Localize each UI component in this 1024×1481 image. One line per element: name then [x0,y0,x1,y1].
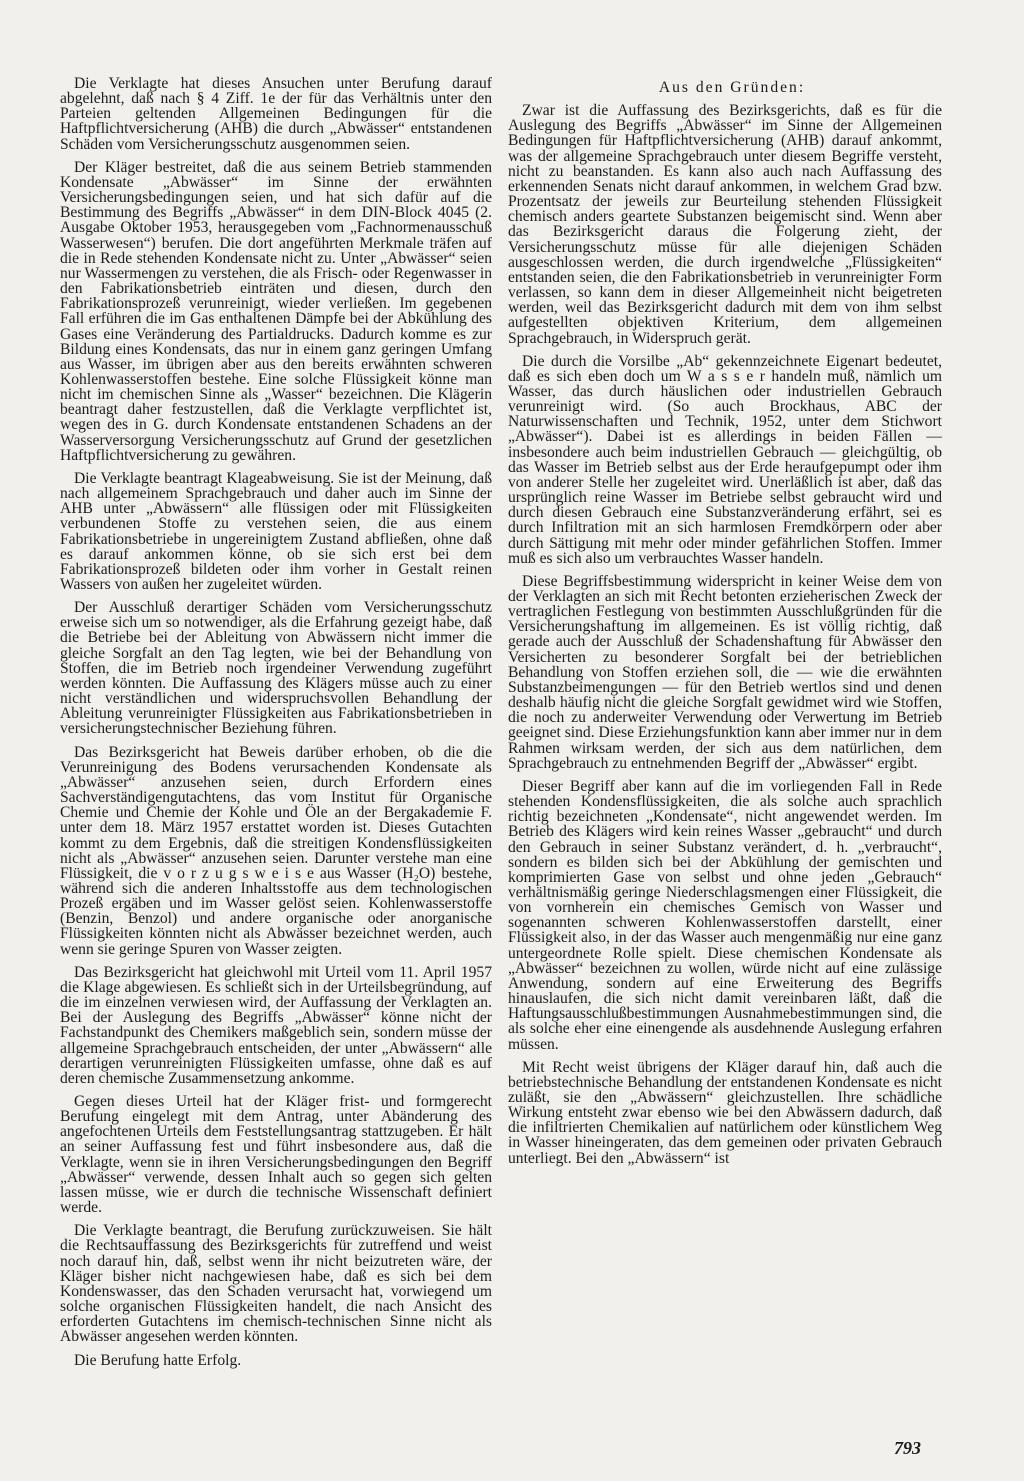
paragraph: Die Verklagte beantragt Klageabweisung. Sie ist der Meinung, daß nach allgemeinem Sprachgebrauch und daher auch im Sinne der AHB unter „Abwässern“ alle flüssigen oder mit Flüssigkeiten verbundenen Stoffe zu verstehen seien, die aus einem Fabrikationsbetriebe in ungereinigtem Zustand abfließen, ohne daß es darauf ankommen könne, ob sie sich erst bei dem Fabrikationsprozeß bildeten oder ihm vorher in Gestalt reinen Wassers von außen her zugeleitet würden. [60,469,492,593]
paragraph: Die Verklagte hat dieses Ansuchen unter Berufung darauf abgelehnt, daß nach § 4 Ziff. 1e der für das Verhältnis unter den Parteien geltenden Allgemeinen Bedingungen für die Haftpflichtversicherung (AHB) die durch „Abwässer“ entstandenen Schäden vom Versicherungsschutz ausgenommen seien. [60,75,492,153]
paragraph: Dieser Begriff aber kann auf die im vorliegenden Fall in Rede stehenden Kondensflüssigkeiten, die als solche auch sprachlich richtig bezeichneten „Kondensate“, nicht angewendet werden. Im Betrieb des Klägers wird kein reines Wasser „gebraucht“ und durch den Gebrauch in seiner Substanz verändert, d. h. „verbraucht“, sondern es bilden sich bei der Abkühlung der gemischten und komprimierten Gase von selbst und ohne jeden „Gebrauch“ verhältnismäßig geringe Niederschlagsmengen einer Flüssigkeit, die von vornherein ein chemisches Gemisch von Wasser und sogenannten schweren Kohlenwasserstoffen darstellt, einer Flüssigkeit also, in der das Wasser auch mengenmäßig nur eine ganz untergeordnete Rolle spielt. Diese chemischen Kondensate als „Abwässer“ bezeichnen zu wollen, würde nicht auf eine zulässige Anwendung, sondern auf eine Erweiterung des Begriffs hinauslaufen, die sich nicht damit vereinbaren läßt, daß die Haftungsausschlußbestimmungen Ausnahmebestimmungen sind, die als solche eher eine einengende als ausdehnende Auslegung erfahren müssen. [508,777,942,1053]
left-column [60,76,492,1376]
page-number: 793 [894,1438,921,1458]
paragraph: Die durch die Vorsilbe „Ab“ gekennzeichnete Eigenart bedeutet, daß es sich eben doch um W a s s e r handeln muß, nämlich um Wasser, das durch häuslichen oder industriellen Gebrauch verunreinigt wird. (So auch Brockhaus, ABC der Naturwissenschaften und Technik, 1952, unter dem Stichwort „Abwässer“). Dabei ist es allerdings in beiden Fällen — insbesondere auch beim industriellen Gebrauch — gleichgültig, ob das Wasser im Betrieb selbst aus der Erde heraufgepumpt oder ihm von anderer Stelle her zugeleitet wird. Unerläßlich ist aber, daß das ursprünglich reine Wasser im Betriebe selbst gebraucht wird und durch diesen Gebrauch eine Substanzveränderung erfährt, sei es durch Infiltration mit an sich harmlosen Fremdkörpern oder aber durch Sättigung mit mehr oder minder gefährlichen Stoffen. Immer muß es sich also um verbrauchtes Wasser handeln. [508,352,942,567]
paragraph: Das Bezirksgericht hat Beweis darüber erhoben, ob die die Verunreinigung des Bodens verursachenden Kondensate als „Abwässer“ anzusehen seien, durch Erfordern eines Sachverständigengutachtens, das vom Institut für Organische Chemie und Chemie der Kohle und Öle an der Bergakademie F. unter dem 18. März 1957 erstattet worden ist. Dieses Gutachten kommt zu dem Ergebnis, daß die streitigen Kondensflüssigkeiten nicht als „Abwässer“ anzusehen seien. Darunter verstehe man eine Flüssigkeit, die v o r z u g s w e i s e aus Wasser (H₂O) bestehe, während sich die anderen Inhaltsstoffe aus dem technologischen Prozeß ergäben und im Wasser gelöst seien. Kohlenwasserstoffe (Benzin, Benzol) und andere organische oder anorganische Flüssigkeiten könnten nicht als Abwässer bezeichnet werden, auch wenn sie geringe Spuren von Wasser zeigten. [60,743,492,958]
paragraph: Die Verklagte beantragt, die Berufung zurückzuweisen. Sie hält die Rechtsauffassung des Bezirksgerichts für zutreffend und weist noch darauf hin, daß, selbst wenn ihr nicht beizutreten wäre, der Kläger bisher nicht nachgewiesen habe, daß es sich bei dem Kondenswasser, das den Schaden verursacht hat, vorwiegend um solche organischen Flüssigkeiten handelt, die nach Ansicht des erforderten Gutachtens im chemisch-technischen Sinne nicht als Abwässer angesehen werden könnten. [60,1222,492,1346]
paragraph: Der Kläger bestreitet, daß die aus seinem Betrieb stammenden Kondensate „Abwässer“ im Sinne der erwähnten Versicherungsbedingungen seien, und hat sich dafür auf die Bestimmung des Begriffs „Abwässer“ in dem DIN-Block 4045 (2. Ausgabe Oktober 1953, herausgegeben vom „Fachnormenausschuß Wasserwesen“) berufen. Die dort angeführten Merkmale träfen auf die in Rede stehenden Kondensate nicht zu. Unter „Abwässer“ seien nur Wassermengen zu verstehen, die als Frisch- oder Regenwasser in den Fabrikationsbetrieb einträten und diesen, durch den Fabrikationsprozeß verunreinigt, wieder verließen. Im gegebenen Fall erführen die im Gas enthaltenen Dämpfe bei der Abkühlung des Gases eine Veränderung des Partialdrucks. Dadurch komme es zur Bildung eines Kondensats, das nur in einem ganz geringen Umfang aus Wasser, im übrigen aber aus den bereits erwähnten schweren Kohlenwasserstoffen bestehe. Eine solche Flüssigkeit könne man nicht im chemischen Sinne als „Wasser“ bezeichnen. Die Klägerin beantragt daher festzustellen, daß die Verklagte verpflichtet ist, wegen des in G. durch Kondensate entstandenen Schadens an der Wasserversorgung Versicherungsschutz auf Grund der gesetzlichen Haftpflichtversicherung zu gewähren. [60,158,492,464]
paragraph: Die Berufung hatte Erfolg. [74,1351,242,1369]
paragraph: Der Ausschluß derartiger Schäden vom Versicherungsschutz erweise sich um so notwendiger, als die Erfahrung gezeigt habe, daß die Betriebe bei der Ableitung von Abwässern nicht immer die gleiche Sorgfalt an den Tag legten, wie bei der Behandlung von Stoffen, die im Betrieb noch irgendeiner Verwendung zugeführt werden könnten. Die Auffassung des Klägers müsse auch zu einer nicht verständlichen und widerspruchsvollen Behandlung der Ableitung verunreinigter Flüssigkeiten aus Fabrikationsbetrieben in versicherungstechnischer Beziehung führen. [60,599,492,738]
paragraph: Zwar ist die Auffassung des Bezirksgerichts, daß es für die Auslegung des Begriffs „Abwässer“ im Sinne der Allgemeinen Bedingungen für Haftpflichtversicherung (AHB) darauf ankommt, was der allgemeine Sprachgebrauch unter diesem Begriffe versteht, nicht zu beanstanden. Es kann also auch nach Auffassung des erkennenden Senats nicht darauf ankommen, in welchem Grad bzw. Prozentsatz der jeweils zur Beurteilung stehenden Flüssigkeit chemisch anders geartete Substanzen beigemischt sind. Wenn aber das Bezirksgericht daraus die Folgerung zieht, der Versicherungsschutz müsse für alle diejenigen Schäden ausgeschlossen werden, die durch irgendwelche „Flüssigkeiten“ entstanden seien, die den Fabrikationsbetrieb in verunreinigter Form verlassen, so kann dem in dieser Allgemeinheit nicht beigetreten werden, weil das Bezirksgericht dadurch mit dem von ihm selbst aufgestellten objektiven Kriterium, dem allgemeinen Sprachgebrauch, in Widerspruch gerät. [508,102,942,347]
paragraph: Diese Begriffsbestimmung widerspricht in keiner Weise dem von der Verklagten an sich mit Recht betonten erzieherischen Zweck der vertraglichen Festlegung von bestimmten Ausschlußgründen für die Versicherungshaftung im allgemeinen. Es ist völlig richtig, daß gerade auch der Ausschluß der Schadenshaftung für Abwässer den Versicherten zu besonderer Sorgfalt bei der betrieblichen Behandlung von Stoffen erziehen soll, die — wie die erwähnten Substanzbeimengungen — für den Betrieb wertlos sind und denen deshalb häufig nicht die gleiche Sorgfalt gewidmet wird wie Stoffen, die noch zu anderweiter Verwendung oder Verwertung im Betrieb geeignet sind. Diese Erziehungsfunktion kann aber immer nur in dem Rahmen wirksam werden, der sich aus dem natürlichen, dem Sprachgebrauch zu entnehmenden Begriff der „Abwässer“ ergibt. [508,572,942,772]
paragraph: Mit Recht weist übrigens der Kläger darauf hin, daß auch die betriebstechnische Behandlung der entstandenen Kondensate es nicht zuläßt, sie den „Abwässern“ gleichzustellen. Ihre schädliche Wirkung entsteht zwar ebenso wie bei den Abwässern dadurch, daß die infiltrierten Chemikalien auf natürlichem oder künstlichem Weg in Wasser hineingeraten, das dem gemeinen oder privaten Gebrauch unterliegt. Bei den „Abwässern“ ist [508,1058,942,1167]
paragraph: Gegen dieses Urteil hat der Kläger frist- und formgerecht Berufung eingelegt mit dem Antrag, unter Abänderung des angefochtenen Urteils dem Feststellungsantrag stattzugeben. Er hält an seiner Auffassung fest und führt insbesondere aus, daß die Verklagte, wenn sie in ihren Versicherungsbedingungen den Begriff „Abwässer“ verwende, dessen Inhalt auch so gegen sich gelten lassen müsse, wie er durch die technische Wissenschaft definiert werde. [60,1093,492,1217]
section-heading: Aus den Gründen: [658,79,806,96]
right-column [508,80,942,1174]
paragraph: Das Bezirksgericht hat gleichwohl mit Urteil vom 11. April 1957 die Klage abgewiesen. Es schließt sich in der Urteilsbegründung, auf die im einzelnen verwiesen wird, der Auffassung der Verklagten an. Bei der Auslegung des Begriffs „Abwässer“ könne nicht der Fachstandpunkt des Chemikers maßgeblich sein, sondern müsse der allgemeine Sprachgebrauch entscheiden, der unter „Abwässern“ alle derartigen verunreinigten Flüssigkeiten umfasse, ohne daß es auf deren chemische Zusammensetzung ankomme. [60,963,492,1087]
